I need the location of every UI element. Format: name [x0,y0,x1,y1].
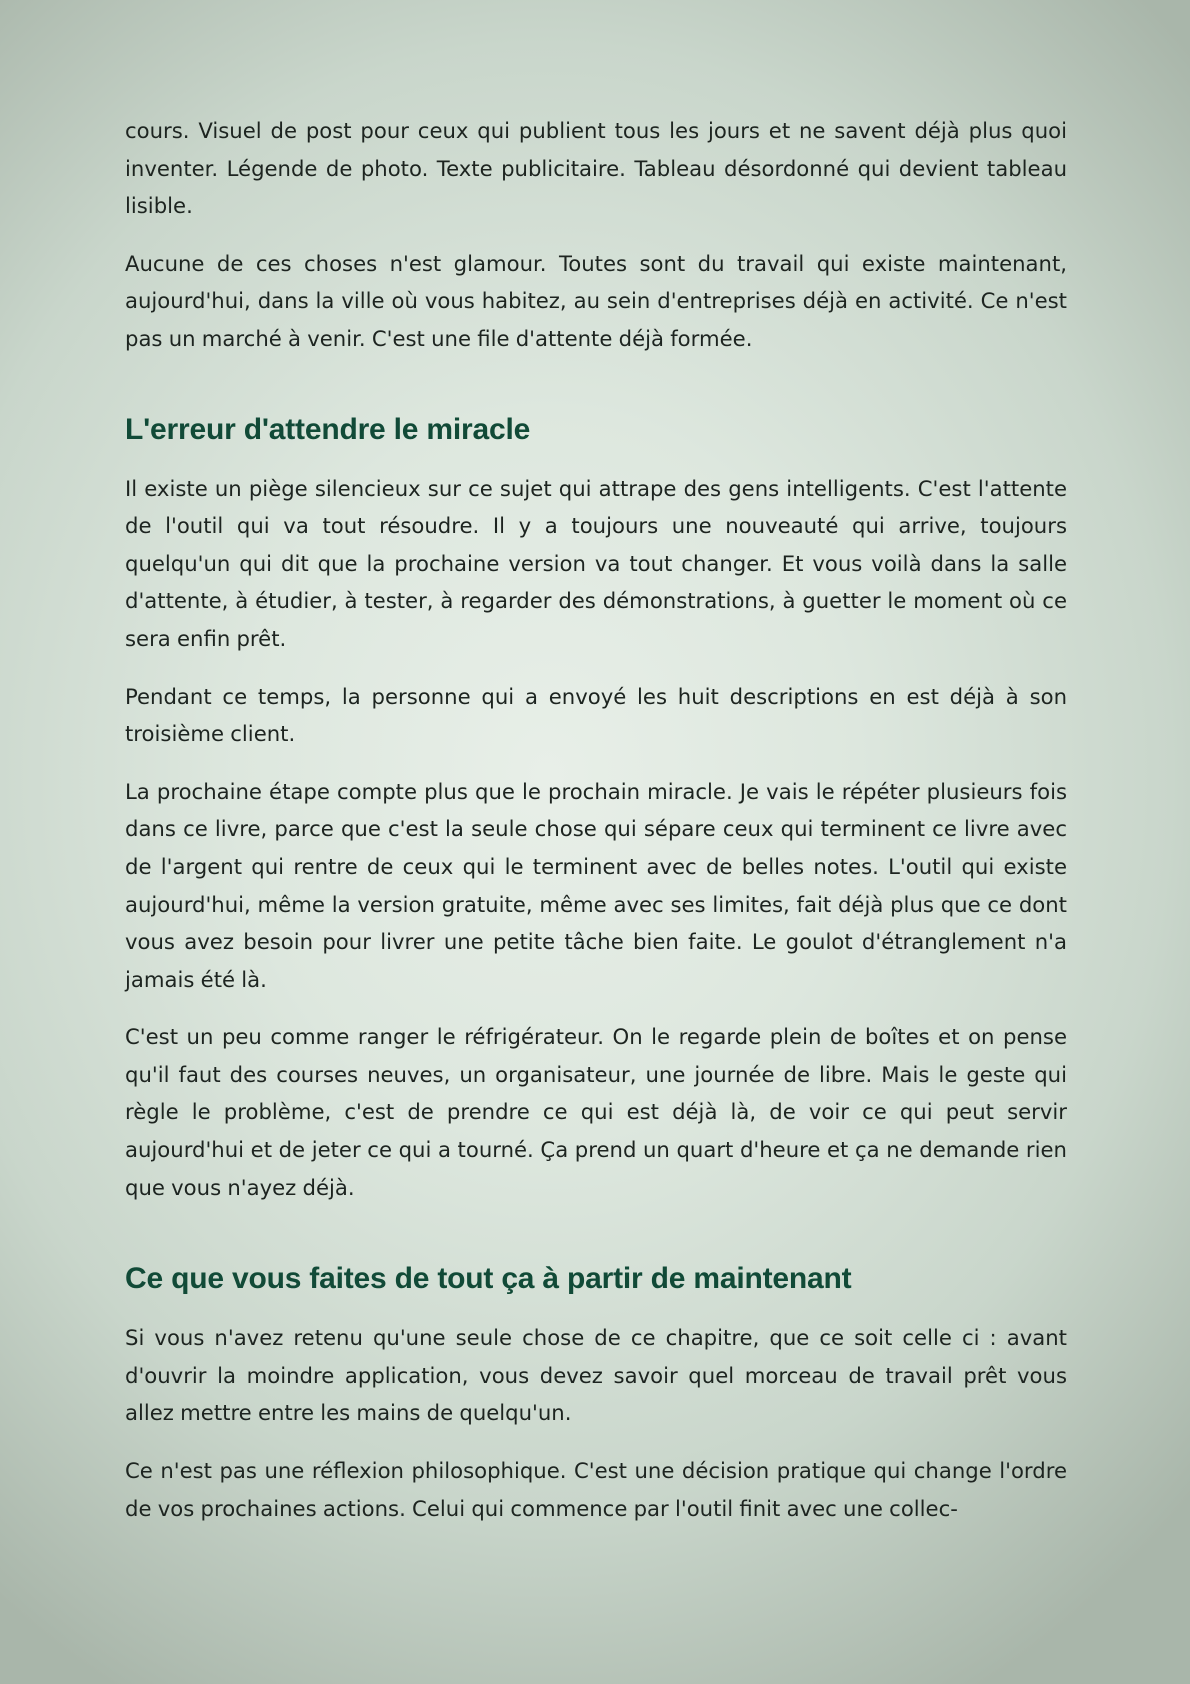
section1-paragraph-1: Il existe un piège silencieux sur ce sujet qui attrape des gens intelligents. C'est l'attente de l'outil qui va tout résoudre. Il y a toujours une nouveauté qui arrive, toujours quelqu'un qui dit que la prochaine version va tout changer. Et vous voilà dans la salle d'attente, à étudier, à tester, à regarder des démonstrations, à guetter le moment où ce sera enfin prêt. [125,475,1067,651]
section1-paragraph-3: La prochaine étape compte plus que le prochain miracle. Je vais le répéter plusieurs fois dans ce livre, parce que c'est la seule chose qui sépare ceux qui terminent ce livre avec de l'argent qui rentre de ceux qui le terminent avec de belles notes. L'outil qui existe aujourd'hui, même la version gratuite, même avec ses limites, fait déjà plus que ce dont vous avez besoin pour livrer une petite tâche bien faite. Le goulot d'étranglement n'a jamais été là. [125,778,1067,992]
section-heading-miracle: L'erreur d'attendre le miracle [125,412,531,446]
intro-paragraph-1: cours. Visuel de post pour ceux qui publient tous les jours et ne savent déjà plus quoi inventer. Légende de photo. Texte publicitaire. Tableau désordonné qui devient tableau lisible. [125,118,1067,219]
section2-paragraph-1: Si vous n'avez retenu qu'une seule chose de ce chapitre, que ce soit celle ci : avant d'ouvrir la moindre application, vous devez savoir quel morceau de travail prêt vous allez mettre entre les mains de quelqu'un. [125,1325,1067,1426]
section-heading-next-steps: Ce que vous faites de tout ça à partir de maintenant [125,1262,852,1296]
page-content [125,112,1067,1547]
intro-paragraph-2: Aucune de ces choses n'est glamour. Toutes sont du travail qui existe maintenant, aujourd'hui, dans la ville où vous habitez, au sein d'entreprises déjà en activité. Ce n'est pas un marché à venir. C'est une file d'attente déjà formée. [125,250,1067,351]
section1-paragraph-4: C'est un peu comme ranger le réfrigérateur. On le regarde plein de boîtes et on pense qu'il faut des courses neuves, un organisateur, une journée de libre. Mais le geste qui règle le problème, c'est de prendre ce qui est déjà là, de voir ce qui peut servir aujourd'hui et de jeter ce qui a tourné. Ça prend un quart d'heure et ça ne demande rien que vous n'ayez déjà. [125,1024,1067,1200]
section2-paragraph-2: Ce n'est pas une réflexion philosophique. C'est une décision pratique qui change l'ordre de vos prochaines actions. Celui qui commence par l'outil finit avec une collec- [125,1458,1067,1521]
section1-paragraph-2: Pendant ce temps, la personne qui a envoyé les huit descriptions en est déjà à son troisième client. [125,683,1067,747]
